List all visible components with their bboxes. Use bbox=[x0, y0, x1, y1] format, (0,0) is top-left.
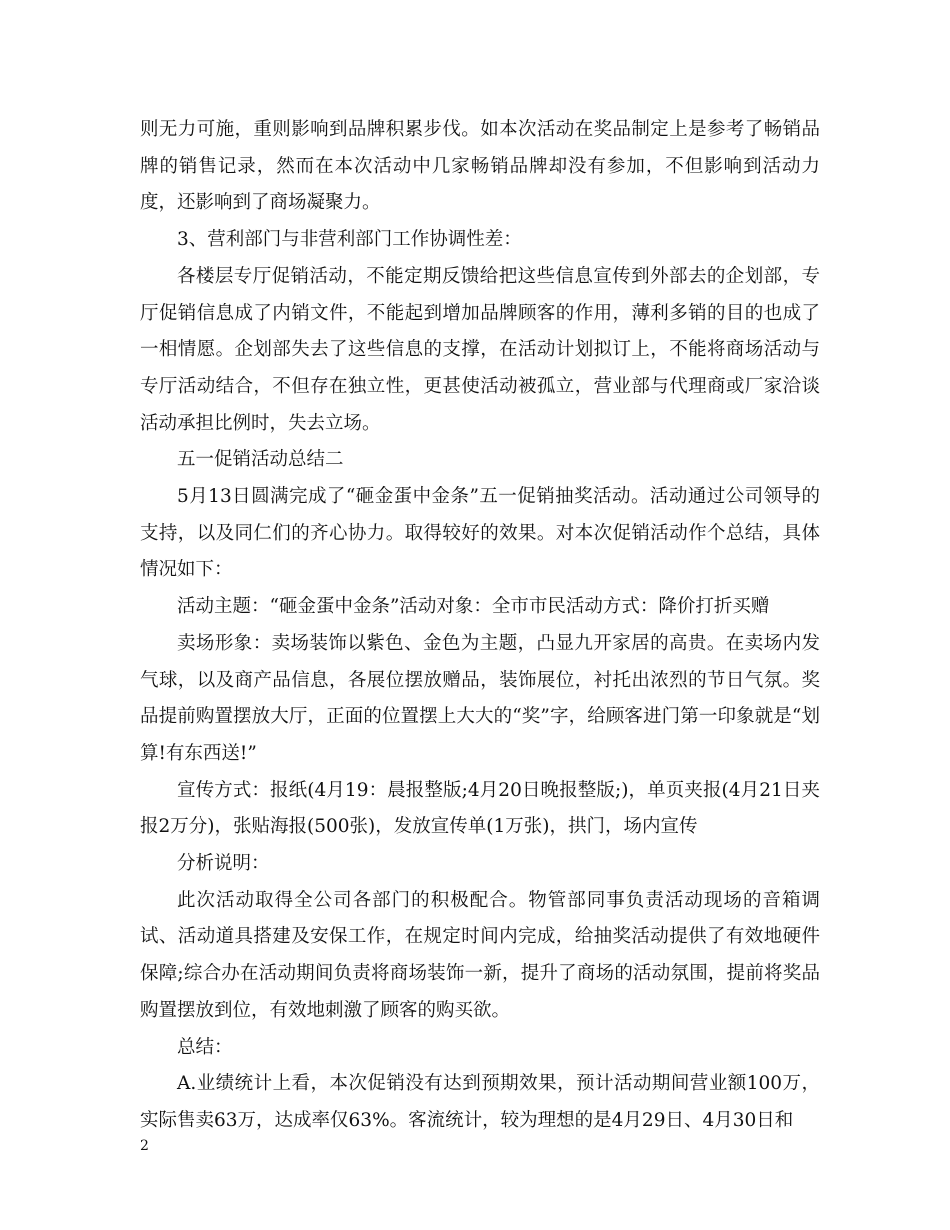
paragraph-store-image: 卖场形象：卖场装饰以紫色、金色为主题，凸显九开家居的高贵。在卖场内发气球，以及商产品信息，各展位摆放赠品，装饰展位，衬托出浓烈的节日气氛。奖品提前购置摆放大厅，正面的位置摆上大大的“奖”字，给顾客进门第一印象就是“划算!有东西送!” bbox=[140, 632, 820, 764]
paragraph-heading-3: 3、营利部门与非营利部门工作协调性差： bbox=[177, 229, 522, 251]
paragraph-analysis-heading: 分析说明： bbox=[177, 853, 270, 875]
paragraph-coordination: 各楼层专厅促销活动，不能定期反馈给把这些信息宣传到外部去的企划部，专厅促销信息成了内销文件，不能起到增加品牌顾客的作用，薄利多销的目的也成了一相情愿。企划部失去了这些信息的支撑，在活动计划拟订上，不能将商场活动与专厅活动结合，不但存在独立性，更甚使活动被孤立，营业部与代理商或厂家洽谈活动承担比例时，失去立场。 bbox=[140, 265, 820, 434]
paragraph-summary-heading: 总结： bbox=[177, 1036, 233, 1058]
paragraph-summary-a: A.业绩统计上看，本次促销没有达到预期效果，预计活动期间营业额100万，实际售卖63万，达成率仅63%。客流统计，较为理想的是4月29日、4月30日和 bbox=[140, 1073, 820, 1131]
paragraph-theme: 活动主题：“砸金蛋中金条”活动对象：全市市民活动方式：降价打折买赠 bbox=[177, 596, 770, 618]
paragraph-continuation: 则无力可施，重则影响到品牌积累步伐。如本次活动在奖品制定上是参考了畅销品牌的销售记录，然而在本次活动中几家畅销品牌却没有参加，不但影响到活动力度，还影响到了商场凝聚力。 bbox=[140, 119, 820, 214]
paragraph-analysis: 此次活动取得全公司各部门的积极配合。物管部同事负责活动现场的音箱调试、活动道具搭建及安保工作，在规定时间内完成，给抽奖活动提供了有效地硬件保障;综合办在活动期间负责将商场装饰一新，提升了商场的活动氛围，提前将奖品购置摆放到位，有效地刺激了顾客的购买欲。 bbox=[140, 889, 820, 1021]
paragraph-promotion: 宣传方式：报纸(4月19：晨报整版;4月20日晚报整版;)，单页夹报(4月21日夹报2万分)，张贴海报(500张)，发放宣传单(1万张)，拱门，场内宣传 bbox=[140, 779, 820, 838]
page-number: 2 bbox=[140, 1138, 149, 1154]
section-title-summary-two: 五一促销活动总结二 bbox=[177, 449, 344, 471]
paragraph-intro: 5月13日圆满完成了“砸金蛋中金条”五一促销抽奖活动。活动通过公司领导的支持，以及同仁们的齐心协力。取得较好的效果。对本次促销活动作个总结，具体情况如下： bbox=[140, 486, 820, 581]
document-body bbox=[140, 112, 820, 1140]
